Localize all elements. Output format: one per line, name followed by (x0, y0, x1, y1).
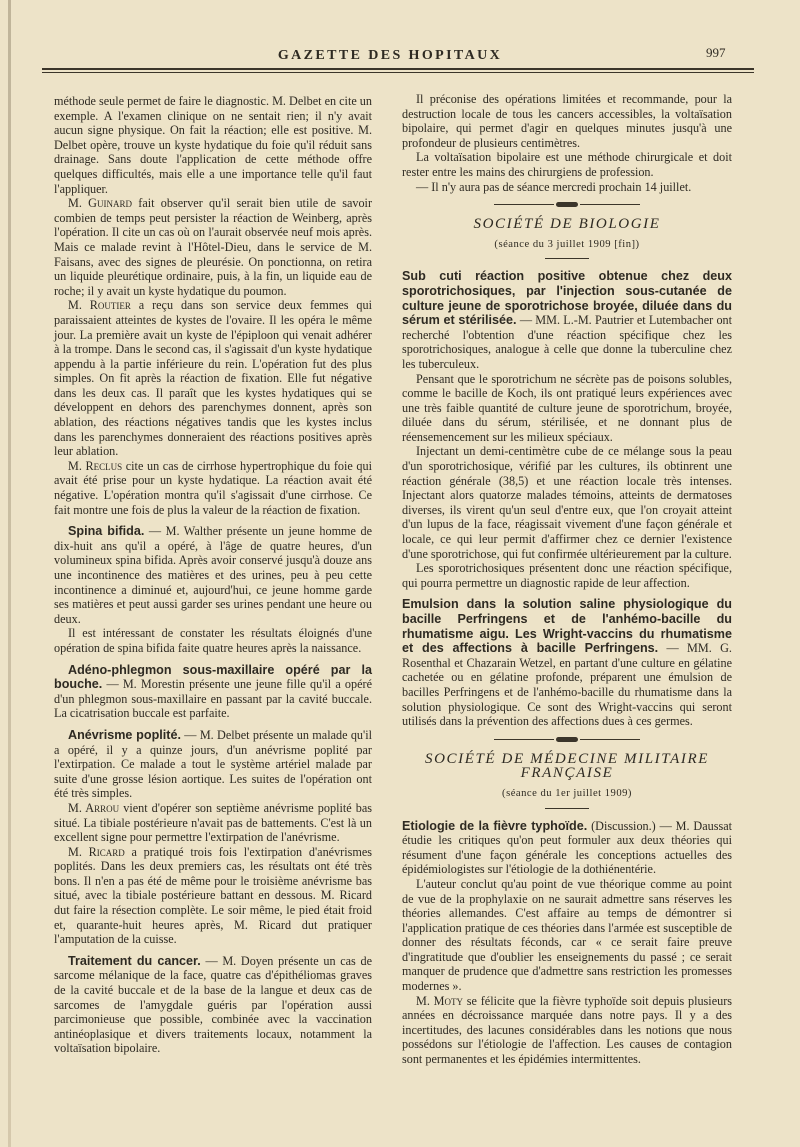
paragraph-text: — MM. L.-M. Pautrier et Lutembacher ont recherché l'obtention d'une réaction spécifique chez les sporotrichosiques, analogue à celle que donne la tuberculine chez les tuberculeux. (402, 313, 733, 371)
paragraph-text: — Il n'y aura pas de séance mercredi prochain 14 juillet. (416, 179, 692, 194)
section-divider (402, 202, 732, 207)
paragraph-text: — M. Doyen présente un cas de sarcome mélanique de la face, quatre cas d'épithéliomas graves de la cavité buccale et de la base de la langue et deux cas de sarcomes de l'amygdale guéris par l'opération aussi parcimonieuse que possible, combinée avec la vaccination antinéoplasique et divers traitements locaux, notamment la voltaïsation bipolaire. (54, 953, 372, 1056)
paragraph (402, 92, 732, 150)
paragraph (54, 626, 372, 655)
paragraph (54, 801, 372, 845)
paragraph-with-heading (54, 663, 372, 721)
paragraph (54, 298, 372, 459)
paragraph-with-heading (402, 597, 732, 728)
paragraph (402, 180, 732, 195)
paragraph (402, 372, 732, 445)
left-column (54, 94, 372, 1056)
paragraph-gap (54, 517, 372, 524)
paragraph (54, 196, 372, 298)
paragraph (402, 444, 732, 561)
paragraph-text: Il est intéressant de constater les résultats éloignés d'une opération de spina bifida faite quatre heures après la naissance. (54, 626, 372, 655)
paragraph-heading: Anévrisme poplité. (68, 727, 181, 742)
paragraph-text: Les sporotrichosiques présentent donc une réaction spécifique, qui pourra permettre un diagnostic rapide de leur affection. (402, 561, 732, 590)
paragraph-heading: Sub cuti réaction positive obtenue chez deux sporotrichosiques, par l'injection sous-cutanée de culture jeune de sporotrichose broyée, diluée dans du sérum et stérilisée. (402, 269, 732, 328)
paragraph-text: — M. Walther présente un jeune homme de dix-huit ans qu'il a opéré, à l'âge de quatre heures, d'un volumineux spina bifida. Après avoir conservé jusqu'à douze ans une incontinence des matières et des urines, peu à peu cette incontinence a diminué et, aujourd'hui, ce jeune homme garde ses matières et peut aussi garder ses urines pendant une heure ou deux. (54, 524, 372, 626)
paragraph-text: méthode seule permet de faire le diagnostic. M. Delbet en cite un exemple. A l'examen clinique on ne sentait rien; il n'y avait aucun signe physique. On fait la réaction; elle est positive. M. Delbet opère, trouve un kyste hydatique du foie qu'il réduit sans drainage. Sans doute l'application de cette méthode offre quelques difficultés, mais elle a une importance telle qu'il faut l'appliquer. (54, 94, 372, 196)
paragraph (54, 459, 372, 517)
speaker-name: M. Reclus (68, 458, 123, 473)
paragraph-text: vient d'opérer son septième anévrisme poplité bas situé. La tibiale postérieure n'avait pas de battements. C'est là un excellent signe pour permettre l'extirpation de l'anévrisme. (54, 800, 372, 845)
header-rule (42, 68, 754, 70)
paragraph-with-heading (54, 728, 372, 801)
speaker-name: M. Arrou (68, 800, 120, 815)
paragraph-text: — MM. G. Rosenthal et Chazarain Wetzel, en partant d'une culture en gélatine cachetée ou en gélatine profonde, préparent une émulsion de bacilles Perfringens et de l'anhémo-bacille du rhumatisme dans la solution physiologique. Ce sont des Wright-vaccins qui seront utilisés dans la prévention des affections dues à ces germes. (402, 641, 732, 729)
paragraph (402, 150, 732, 179)
journal-title: GAZETTE DES HOPITAUX (277, 48, 503, 63)
biologie-body (402, 269, 732, 728)
paragraph (54, 845, 372, 947)
paragraph-text: Injectant un demi-centimètre cube de ce mélange sous la peau d'un sporotrichosique, vérifié par les cultures, ils obtinrent une réaction générale (38,5) et une réaction locale très intenses. Injectant alors quatorze malades témoins, atteints de dermatoses diverses, ils virent qu'un seul d'entre eux, que l'on croyait atteint d'un lupus de la face, réagissait vivement d'une façon générale et locale, ce qui leur permit d'affirmer chez ce dernier l'existence d'une sporotrichose, qui fut confirmée ultérieurement par la culture. (402, 444, 732, 561)
paragraph-text: — M. Delbet présente un malade qu'il a opéré, il y a quinze jours, d'un anévrisme poplité par l'extirpation. Ce malade a tout le système artériel malade par suite d'une grosse lésion aortique. Les suites de l'opération ont été très simples. (54, 727, 372, 801)
short-rule (545, 808, 589, 809)
section-title-medecine-militaire: SOCIÉTÉ DE MÉDECINE MILITAIRE FRANÇAISE (424, 750, 709, 782)
paragraph (402, 994, 732, 1067)
speaker-name: M. Routier (68, 298, 131, 313)
paragraph (402, 877, 732, 994)
page-number: 997 (706, 45, 726, 60)
section-title-biologie: SOCIÉTÉ DE BIOLOGIE (473, 216, 661, 233)
paragraph-gap (402, 590, 732, 597)
paragraph-text: a reçu dans son service deux femmes qui paraissaient atteintes de kystes de l'ovaire. Il les opéra le même jour. La première avait un kyste de l'épiploon qui venait adhérer à la trompe. Dans le second cas, il s'agissait d'un kyste hydatique appendu à la partie inférieure du rein. L'opération fut des plus simples. On fit après la réaction de fixation. Elle fut négative dans les deux cas. Il paraît que les kystes hydatiques qui se développent en dehors des parenchymes donnent, après son ablation, des réactions négatives tandis que les kystes inclus dans les parenchymes donneraient des réactions positives après leur ablation. (54, 298, 372, 459)
paragraph-text: L'auteur conclut qu'au point de vue théorique comme au point de vue de la prophylaxie on ne saurait admettre sans réserves les théories allemandes. C'est affaire au temps de démontrer si l'application pratique de ces théories dans l'armée est susceptible de donner des résultats féconds, car « ce serait faire preuve d'ingratitude que d'oublier les enseignements du passé ; ce serait manquer de prudence que d'admettre sans restriction les promesses modernes ». (402, 876, 732, 994)
paragraph-heading: Emulsion dans la solution saline physiologique du bacille Perfringens et de l'anhémo-bacille du rhumatisme aigu. Les Wright-vaccins du rhumatisme et des affections à bacille Perfringens. (402, 597, 732, 656)
paragraph-text: La voltaïsation bipolaire est une méthode chirurgicale et doit rester entre les mains des chirurgiens de profession. (402, 150, 732, 179)
paragraph-text: cite un cas de cirrhose hypertrophique du foie qui avait été prise pour un kyste hydatique. La réaction avait été négative. L'opération montra qu'il s'agissait d'une cirrhose. Ce fait montre une fois de plus la valeur de la réaction de fixation. (54, 458, 372, 517)
paragraph-with-heading (402, 819, 732, 877)
header-rule-thin (42, 72, 754, 73)
speaker-name: M. Moty (416, 993, 464, 1008)
section-divider (402, 737, 732, 742)
paragraph (402, 561, 732, 590)
medecine-body (402, 819, 732, 1067)
paragraph-heading: Spina bifida. (68, 524, 145, 539)
paragraph-gap (54, 656, 372, 663)
paragraph-text: se félicite que la fièvre typhoïde soit depuis plusieurs années en décroissance marquée dans notre pays. Il y a des incertitudes, des lacunes considérables dans les notions que nous possédons sur l'étiologie de l'affection. Les causes de contagion sont permanentes et les épidémies intermittentes. (402, 993, 732, 1067)
paragraph-heading: Etiologie de la fièvre typhoïde. (402, 818, 588, 833)
paragraph-heading: Traitement du cancer. (68, 953, 201, 968)
paragraph-heading: Adéno-phlegmon sous-maxillaire opéré par la bouche. (54, 662, 372, 692)
paragraph-text: Pensant que le sporotrichum ne sécrète pas de poisons solubles, comme le bacille de Koch, ils ont pratiqué leurs expériences avec une très faible quantité de culture jeune de sporotrichum, broyée, diluée dans du sérum, stérilisée, et ne donnant plus de réensemencement sur les milieux spéciaux. (402, 371, 732, 444)
short-rule (545, 258, 589, 259)
surgery-continuation (402, 92, 732, 194)
paragraph-gap (54, 721, 372, 728)
speaker-name: M. Ricard (68, 844, 125, 859)
paragraph-with-heading (54, 954, 372, 1056)
paragraph-text: fait observer qu'il serait bien utile de savoir combien de temps peut persister la réaction de Weinberg, après l'opération. Il cite un cas où on l'aurait observée neuf mois après. Mais ce malade revint à l'Hôtel-Dieu, dans le service de M. Faisans, avec des signes de pleurésie. On ponctionna, on retira un liquide pleurétique ordinaire, puis, à la fin, un liquide eau de roche; il y avait un kyste hydatique du poumon. (54, 196, 372, 298)
paragraph-with-heading (402, 269, 732, 371)
paragraph-text: Il préconise des opérations limitées et recommande, pour la destruction locale de tous les cancers accessibles, la voltaïsation bipolaire, qui permet d'agir en quelques minutes jusqu'à une profondeur de plusieurs centimètres. (402, 92, 732, 150)
right-column (402, 92, 732, 1067)
session-date-medecine: (séance du 1er juillet 1909) (502, 787, 632, 799)
paragraph-text: — M. Morestin présente une jeune fille qu'il a opéré d'un phlegmon sous-maxillaire en passant par la cavité buccale. La cicatrisation buccale est parfaite. (54, 677, 372, 721)
paragraph-with-heading (54, 524, 372, 626)
session-date-biologie: (séance du 3 juillet 1909 [fin]) (494, 238, 640, 250)
page-edge-shadow (8, 0, 11, 1147)
paragraph-text: a pratiqué trois fois l'extirpation d'anévrismes poplités. Dans les deux premiers cas, les résultats ont été très bons. Il n'en a pas été de même pour le troisième anévrisme bas situé, avec la tibiale postérieure battant en dessous. M. Ricard dut faire la résection complète. Le soir même, le pied était froid et, quarante-huit heures après, M. Ricard dut pratiquer l'amputation de la cuisse. (54, 844, 372, 947)
speaker-name: M. Guinard (68, 196, 132, 211)
paragraph-text: (Discussion.) — M. Daussat étudie les critiques qu'on peut formuler aux deux théories qui résument d'une façon générale les conceptions actuelles des épidémiologistes sur l'étiologie de la dothiénentérie. (402, 818, 732, 877)
paragraph-gap (54, 947, 372, 954)
paragraph (54, 94, 372, 196)
